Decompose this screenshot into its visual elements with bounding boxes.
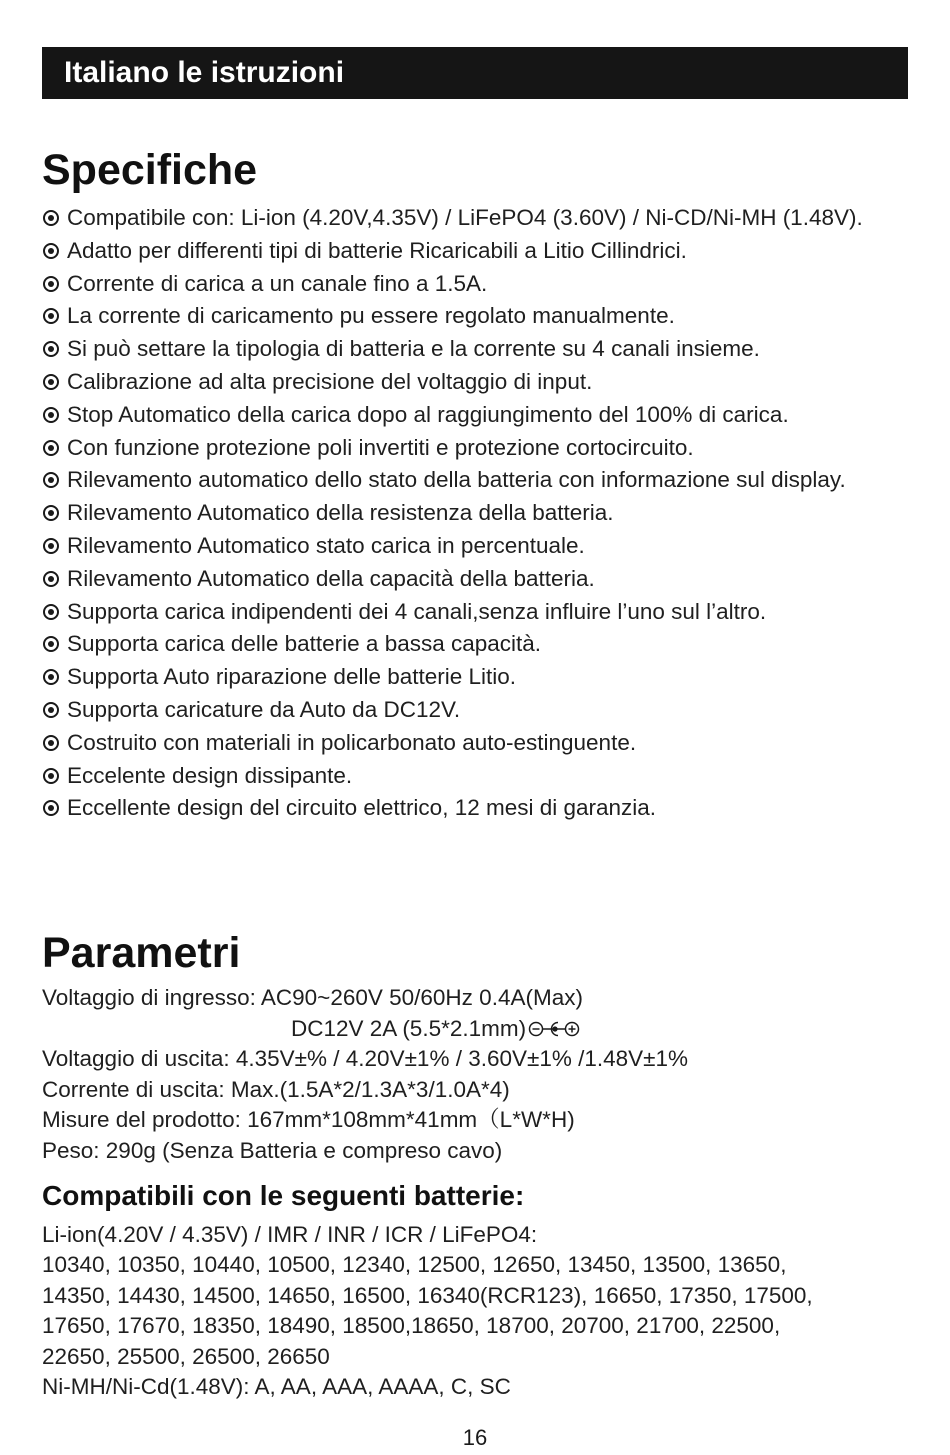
radio-bullet-icon <box>43 407 59 423</box>
spec-item: Adatto per differenti tipi di batterie Ricaricabili a Litio Cillindrici. <box>42 235 922 268</box>
radio-bullet-icon <box>43 210 59 226</box>
radio-bullet-icon <box>43 636 59 652</box>
params-title: Parametri <box>42 929 241 977</box>
params-block <box>42 983 922 1167</box>
compat-title: Compatibili con le seguenti batterie: <box>42 1180 525 1211</box>
radio-bullet-icon <box>43 702 59 718</box>
spec-item: Costruito con materiali in policarbonato auto-estinguente. <box>42 727 922 760</box>
spec-item: Eccellente design del circuito elettrico, 12 mesi di garanzia. <box>42 792 922 825</box>
radio-bullet-icon <box>43 538 59 554</box>
param-output-current: Corrente di uscita: Max.(1.5A*2/1.3A*3/1.0A*4) <box>42 1076 510 1102</box>
compat-line: 14350, 14430, 14500, 14650, 16500, 16340(RCR123), 16650, 17350, 17500, <box>42 1282 813 1308</box>
page-number: 16 <box>462 1425 488 1450</box>
compat-line: 10340, 10350, 10440, 10500, 12340, 12500, 12650, 13450, 13500, 13650, <box>42 1252 787 1278</box>
radio-bullet-icon <box>43 571 59 587</box>
compat-line: Ni-MH/Ni-Cd(1.48V): A, AA, AAA, AAAA, C, SC <box>42 1374 511 1400</box>
param-dimensions: Misure del prodotto: 167mm*108mm*41mm（L*W*H) <box>42 1107 575 1133</box>
spec-item: Supporta carica indipendenti dei 4 canali,senza influire l’uno sul l’altro. <box>42 596 922 629</box>
compat-line: 22650, 25500, 26500, 26650 <box>42 1343 330 1369</box>
spec-item: Supporta caricature da Auto da DC12V. <box>42 694 922 727</box>
param-input-dc <box>42 1014 922 1045</box>
compat-line: Li-ion(4.20V / 4.35V) / IMR / INR / ICR / LiFePO4: <box>42 1222 538 1247</box>
param-weight: Peso: 290g (Senza Batteria e compreso cavo) <box>42 1137 503 1163</box>
spec-item: Con funzione protezione poli invertiti e protezione cortocircuito. <box>42 432 922 465</box>
specs-list <box>42 202 922 825</box>
section-header-bar <box>42 47 908 99</box>
spec-item: Supporta Auto riparazione delle batterie Litio. <box>42 661 922 694</box>
param-output-voltage: Voltaggio di uscita: 4.35V±% / 4.20V±1% / 3.60V±1% /1.48V±1% <box>42 1046 689 1072</box>
spec-item: La corrente di caricamento pu essere regolato manualmente. <box>42 300 922 333</box>
radio-bullet-icon <box>43 276 59 292</box>
radio-bullet-icon <box>43 505 59 521</box>
specs-title: Specifiche <box>42 146 258 194</box>
spec-item: Compatibile con: Li-ion (4.20V,4.35V) / LiFePO4 (3.60V) / Ni-CD/Ni-MH (1.48V). <box>42 202 922 235</box>
radio-bullet-icon <box>43 440 59 456</box>
radio-bullet-icon <box>43 669 59 685</box>
radio-bullet-icon <box>43 243 59 259</box>
radio-bullet-icon <box>43 800 59 816</box>
spec-item: Calibrazione ad alta precisione del voltaggio di input. <box>42 366 922 399</box>
spec-item: Supporta carica delle batterie a bassa capacità. <box>42 628 922 661</box>
compat-line: 17650, 17670, 18350, 18490, 18500,18650, 18700, 20700, 21700, 22500, <box>42 1313 781 1339</box>
spec-item: Eccelente design dissipante. <box>42 760 922 793</box>
radio-bullet-icon <box>43 472 59 488</box>
spec-item: Stop Automatico della carica dopo al raggiungimento del 100% di carica. <box>42 399 922 432</box>
radio-bullet-icon <box>43 374 59 390</box>
section-header-title: Italiano le istruzioni <box>64 56 345 89</box>
spec-item: Rilevamento Automatico della resistenza della batteria. <box>42 497 922 530</box>
spec-item: Si può settare la tipologia di batteria e la corrente su 4 canali insieme. <box>42 333 922 366</box>
spec-item: Rilevamento Automatico stato carica in percentuale. <box>42 530 922 563</box>
spec-item: Rilevamento Automatico della capacità della batteria. <box>42 563 922 596</box>
radio-bullet-icon <box>43 308 59 324</box>
radio-bullet-icon <box>43 768 59 784</box>
dc-polarity-icon <box>528 1019 580 1039</box>
radio-bullet-icon <box>43 604 59 620</box>
param-input-voltage: Voltaggio di ingresso: AC90~260V 50/60Hz 0.4A(Max) <box>42 985 583 1010</box>
compat-block <box>42 1220 922 1402</box>
radio-bullet-icon <box>43 341 59 357</box>
spec-item: Rilevamento automatico dello stato della batteria con informazione sul display. <box>42 464 922 497</box>
spec-item: Corrente di carica a un canale fino a 1.5A. <box>42 268 922 301</box>
param-input-dc-text: DC12V 2A (5.5*2.1mm) <box>291 1015 527 1041</box>
radio-bullet-icon <box>43 735 59 751</box>
